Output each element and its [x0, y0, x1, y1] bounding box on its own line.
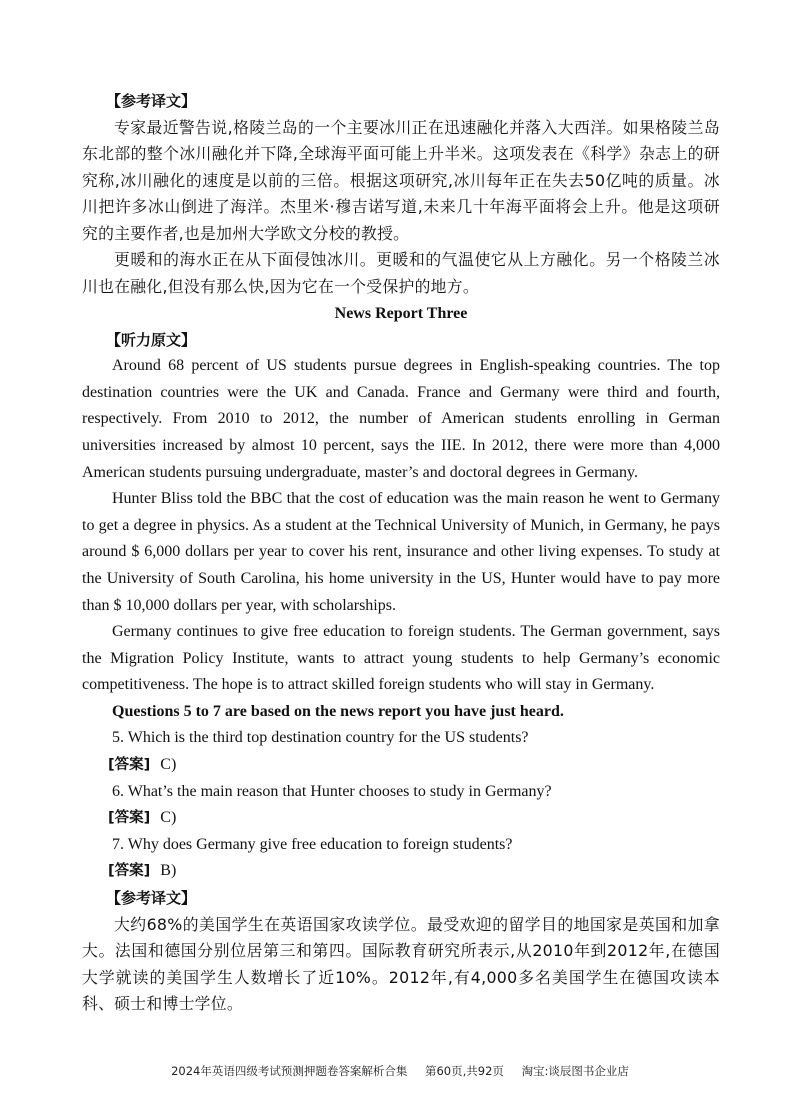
- page-footer: [0, 1063, 800, 1079]
- question-item: 7. Why does Germany give free education to foreign students?: [112, 835, 513, 853]
- translation-paragraph: 专家最近警告说,格陵兰岛的一个主要冰川正在迅速融化并落入大西洋。如果格陵兰岛东北部的整个冰川融化并下降,全球海平面可能上升半米。这项发表在《科学》杂志上的研究称,冰川融化的速度是以前的三倍。根据这项研究,冰川每年正在失去50亿吨的质量。冰川把许多冰山倒进了海洋。杰里米·穆吉诺写道,未来几十年海平面将会上升。他是这项研究的主要作者,也是加州大学欧文分校的教授。: [82, 117, 720, 243]
- answer-value: C): [160, 756, 177, 774]
- footer-book-title: 2024年英语四级考试预测押题卷答案解析合集: [171, 1064, 408, 1078]
- transcript-paragraph: Germany continues to give free education to foreign students. The German government, says the Migration Policy Institute, wants to attract young students to help Germany’s economic competitiveness. The hope is to attract skilled foreign students who will stay in Germany.: [82, 623, 720, 694]
- transcript-heading: 【听力原文】: [106, 330, 197, 349]
- answer-line: [82, 858, 720, 885]
- transcript-paragraph: Hunter Bliss told the BBC that the cost of education was the main reason he went to Germany to get a degree in physics. As a student at the Technical University of Munich, in Germany, he pays around $ 6,000 dollars per year to cover his rent, insurance and other living expenses. To study at the University of South Carolina, his home university in the US, Hunter would have to pay more than $ 10,000 dollars per year, with scholarships.: [82, 490, 720, 614]
- answer-label: [答案]: [108, 810, 151, 827]
- document-page: [82, 88, 720, 1018]
- translation-heading: 【参考译文】: [106, 92, 197, 110]
- answer-value: B): [160, 862, 177, 880]
- translation-paragraph: 更暖和的海水正在从下面侵蚀冰川。更暖和的气温使它从上方融化。另一个格陵兰冰川也在融化,但没有那么快,因为它在一个受保护的地方。: [82, 250, 720, 297]
- transcript-paragraph: Around 68 percent of US students pursue degrees in English-speaking countries. The top destination countries were the UK and Canada. France and Germany were third and fourth, respectively. From 2010 to 2012, the number of American students enrolling in German universities increased by almost 10 percent, says the IIE. In 2012, there were more than 4,000 American students pursuing undergraduate, master’s and doctoral degrees in Germany.: [82, 357, 720, 481]
- footer-shop: 淘宝:谈辰图书企业店: [521, 1064, 629, 1078]
- translation-paragraph: 大约68%的美国学生在英语国家攻读学位。最受欢迎的留学目的地国家是英国和加拿大。法国和德国分别位居第三和第四。国际教育研究所表示,从2010年到2012年,在德国大学就读的美国学生人数增长了近10%。2012年,有4,000多名美国学生在德国攻读本科、硕士和博士学位。: [82, 914, 720, 1014]
- answer-label: [答案]: [108, 757, 151, 774]
- footer-page-number: 第60页,共92页: [424, 1064, 504, 1078]
- answer-line: [82, 805, 720, 832]
- answer-label: [答案]: [108, 863, 151, 880]
- question-item: 6. What’s the main reason that Hunter chooses to study in Germany?: [112, 782, 552, 800]
- news-report-title: News Report Three: [334, 304, 468, 322]
- answer-line: [82, 752, 720, 779]
- answer-value: C): [160, 809, 177, 827]
- question-item: 5. Which is the third top destination country for the US students?: [112, 729, 529, 747]
- translation-heading: 【参考译文】: [106, 889, 197, 908]
- questions-title: Questions 5 to 7 are based on the news report you have just heard.: [112, 702, 564, 720]
